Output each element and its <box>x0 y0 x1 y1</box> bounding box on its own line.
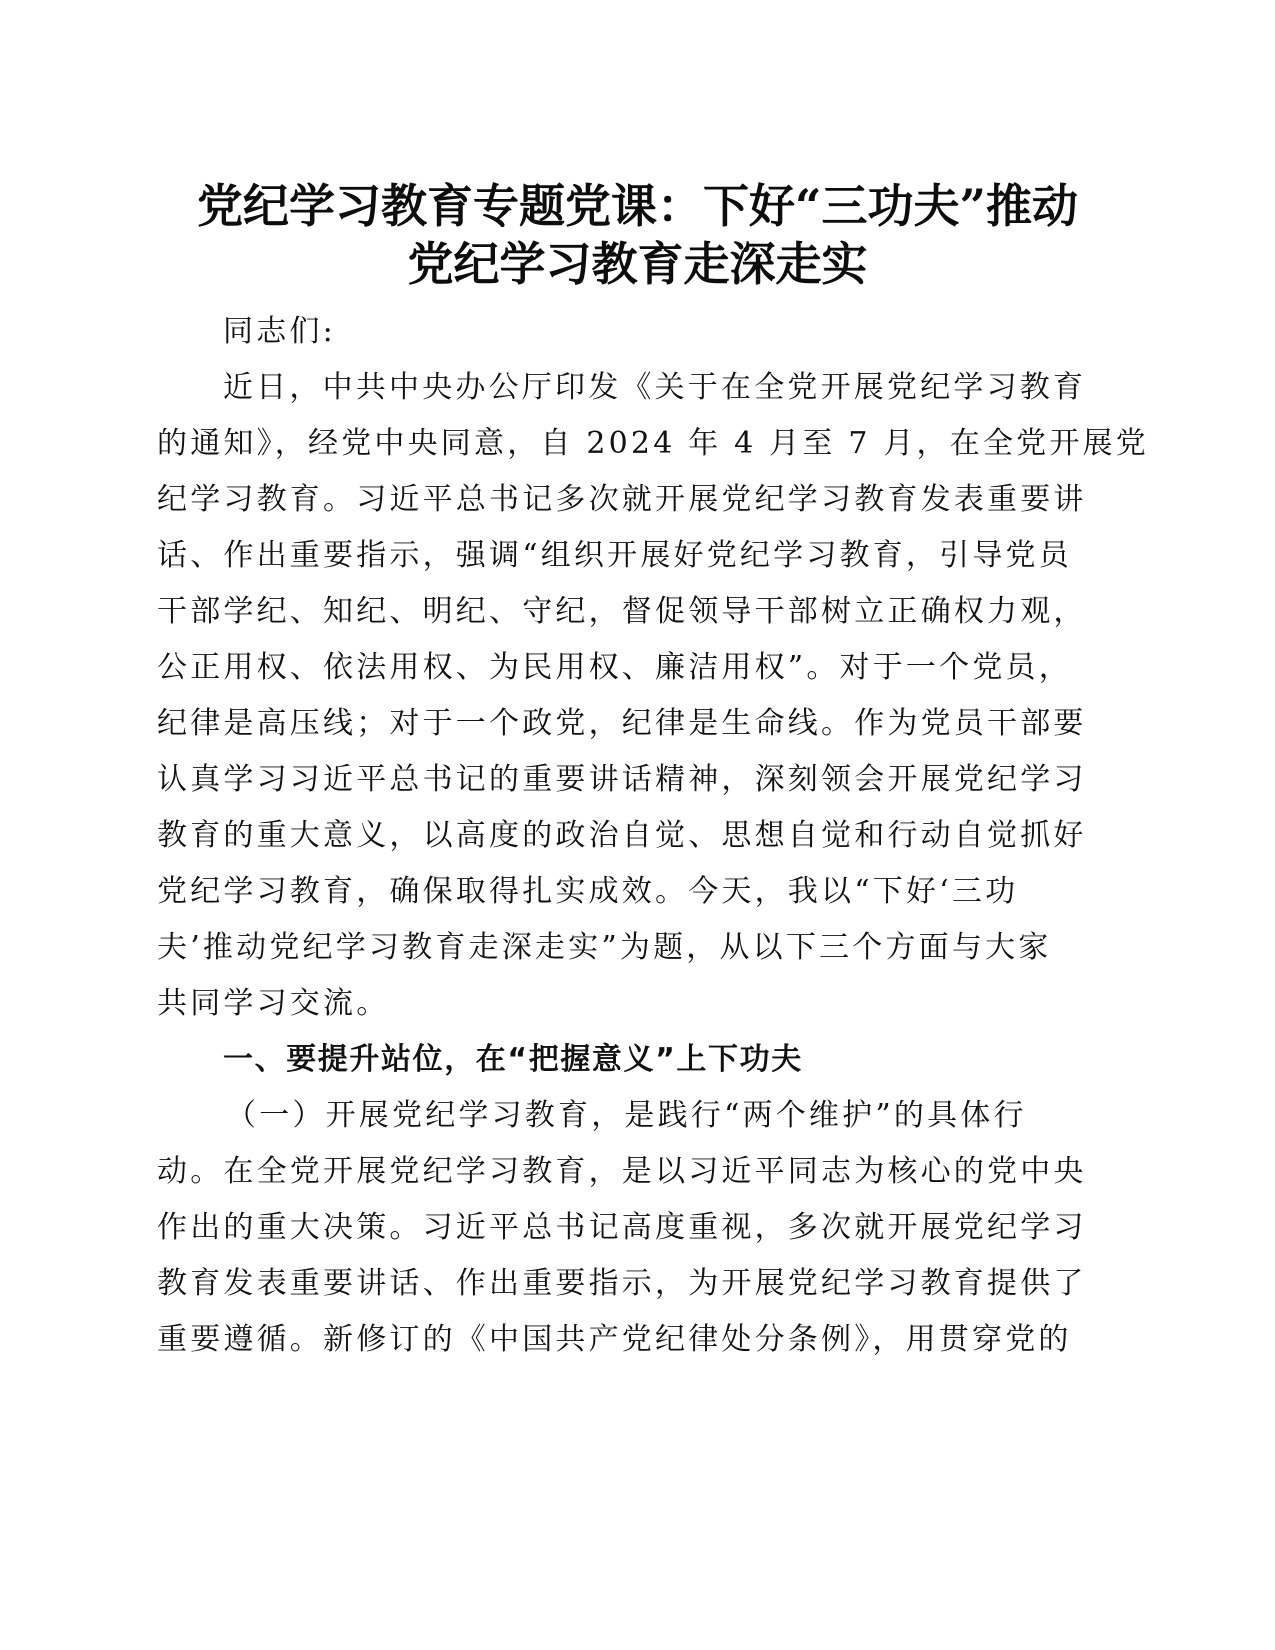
paragraph-line: 认真学习习近平总书记的重要讲话精神，深刻领会开展党纪学习 <box>157 762 1087 797</box>
paragraph-line: 教育的重大意义，以高度的政治自觉、思想自觉和行动自觉抓好 <box>157 818 1087 853</box>
paragraph-line: 教育发表重要讲话、作出重要指示，为开展党纪学习教育提供了 <box>157 1266 1087 1301</box>
paragraph-line: 纪律是高压线；对于一个政党，纪律是生命线。作为党员干部要 <box>157 706 1087 741</box>
paragraph-line: 话、作出重要指示，强调“组织开展好党纪学习教育，引导党员 <box>157 538 1072 573</box>
paragraph-line: （一）开展党纪学习教育，是践行“两个维护”的具体行 <box>226 1098 1027 1133</box>
paragraph-line: 纪学习教育。习近平总书记多次就开展党纪学习教育发表重要讲 <box>157 482 1087 517</box>
document-title-line-1: 党纪学习教育专题党课：下好“三功夫”推动 <box>197 179 1078 233</box>
section-heading-1: 一、要提升站位，在“把握意义”上下功夫 <box>223 1042 803 1077</box>
paragraph-line: 公正用权、依法用权、为民用权、廉洁用权”。对于一个党员， <box>157 650 1072 685</box>
paragraph-line: 共同学习交流。 <box>157 986 390 1021</box>
paragraph-line: 党纪学习教育，确保取得扎实成效。今天，我以“下好‘三功 <box>157 874 1019 909</box>
paragraph-line: 的通知》，经党中央同意，自 2024 年 4 月至 7 月，在全党开展党 <box>157 426 1149 461</box>
paragraph-line: 近日，中共中央办公厅印发《关于在全党开展党纪学习教育 <box>223 370 1087 405</box>
paragraph-line: 干部学纪、知纪、明纪、守纪，督促领导干部树立正确权力观， <box>157 594 1087 629</box>
paragraph-line: 作出的重大决策。习近平总书记高度重视，多次就开展党纪学习 <box>157 1210 1087 1245</box>
paragraph-line: 动。在全党开展党纪学习教育，是以习近平同志为核心的党中央 <box>157 1154 1087 1189</box>
salutation: 同志们: <box>223 314 336 349</box>
paragraph-line: 夫’推动党纪学习教育走深走实”为题，从以下三个方面与大家 <box>157 930 1052 965</box>
document-title-line-2: 党纪学习教育走深走实 <box>407 237 868 291</box>
paragraph-line: 重要遵循。新修订的《中国共产党纪律处分条例》，用贯穿党的 <box>157 1322 1072 1357</box>
